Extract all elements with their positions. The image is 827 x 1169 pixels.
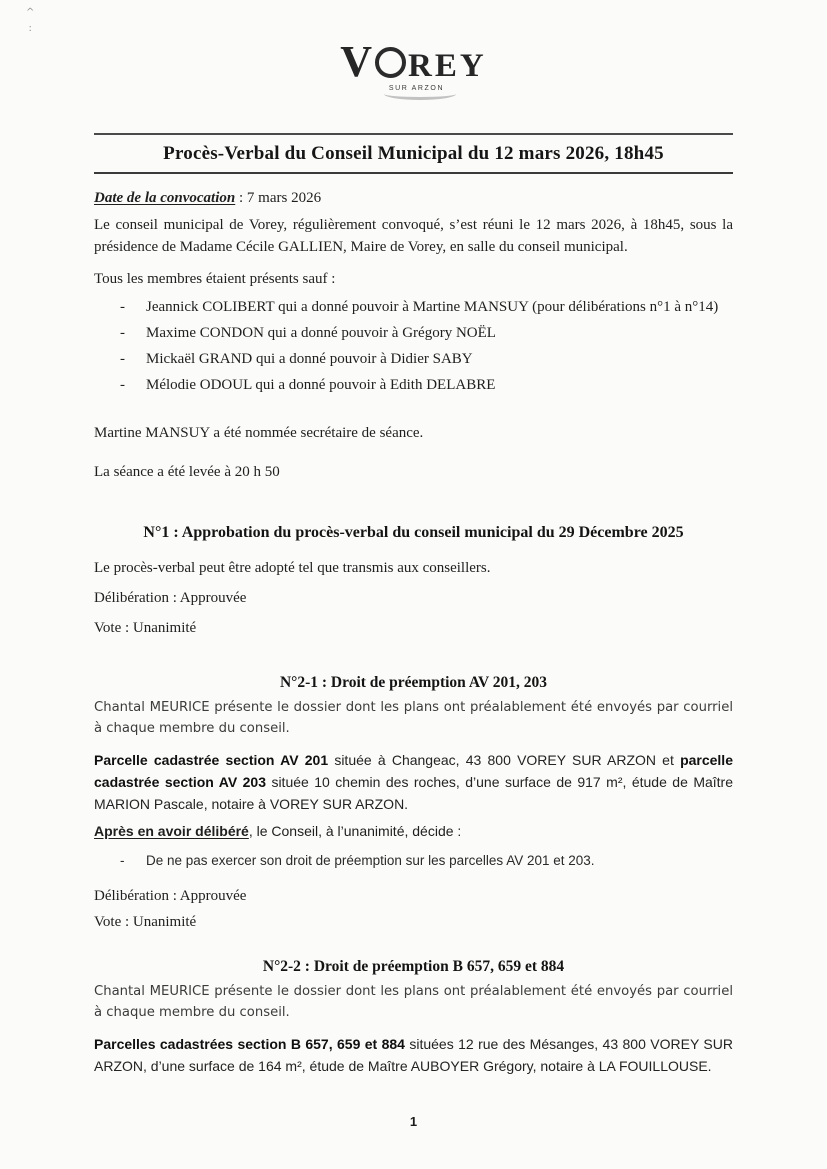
section-1-deliberation: Délibération : Approuvée [94, 590, 247, 606]
intro-paragraph: Le conseil municipal de Vorey, régulièrement convoqué, s’est réuni le 12 mars 2026, à 18h45, sous la présidence de Madame Cécile GALLIEN, Maire de Vorey, en salle du conseil municipal. [94, 217, 733, 255]
absent-member-item [120, 349, 733, 369]
document-content [0, 133, 827, 1077]
list-dash: - [120, 351, 125, 367]
logo-letters-rey: REY [408, 48, 487, 84]
parcel-ref-bold: parcelle cadastrée section AV 203 [94, 752, 733, 790]
parcel-text: situées 12 rue des Mésanges, 43 800 VOREY SUR ARZON, d’une surface de 164 m², étude de Maître AUBOYER Grégory, notaire à LA FOUILLOUSE. [94, 1036, 733, 1074]
section-2-1-heading: N°2-1 : Droit de préemption AV 201, 203 [279, 674, 548, 691]
absent-member-item [120, 323, 733, 343]
decision-text: De ne pas exercer son droit de préemption sur les parcelles AV 201 et 203. [146, 853, 595, 868]
section-2-1-presenter: Chantal MEURICE présente le dossier dont les plans ont préalablement été envoyés par courriel à chaque membre du conseil. [94, 700, 733, 736]
decision-rest: , le Conseil, à l’unanimité, décide : [248, 823, 462, 839]
section-2-2-heading: N°2-2 : Droit de préemption B 657, 659 et 884 [262, 958, 565, 975]
absent-member-text: Mélodie ODOUL qui a donné pouvoir à Edith DELABRE [146, 377, 496, 393]
absent-member-item [120, 375, 733, 395]
scan-artifact-mark-2: : [28, 23, 32, 34]
section-2-1-vote: Vote : Unanimité [94, 914, 197, 930]
absent-member-text: Mickaël GRAND qui a donné pouvoir à Didier SABY [146, 351, 473, 367]
section-2-2-parcel-paragraph [94, 1033, 733, 1077]
list-dash: - [120, 853, 125, 868]
title-block [94, 133, 733, 174]
logo-letter-o-ring [375, 47, 406, 78]
section-2-1-decision-intro [94, 822, 733, 841]
scan-artifact [26, 5, 34, 37]
secretary-line: Martine MANSUY a été nommée secrétaire de séance. [94, 425, 424, 441]
absent-members-list [94, 297, 733, 395]
section-1-heading: N°1 : Approbation du procès-verbal du conseil municipal du 29 Décembre 2025 [143, 524, 684, 541]
vorey-logo [0, 0, 827, 100]
logo-letter-v: V [340, 37, 374, 86]
convocation-line [94, 190, 733, 207]
section-1-body: Le procès-verbal peut être adopté tel que transmis aux conseillers. [94, 560, 491, 576]
page-number: 1 [409, 1114, 418, 1129]
parcel-text: située à Changeac, 43 800 VOREY SUR ARZON et [328, 752, 681, 768]
logo-subtext: SUR ARZON [388, 85, 445, 92]
scan-artifact-mark-1: ^ [26, 7, 35, 18]
absent-member-item [120, 297, 733, 317]
parcel-ref-bold: Parcelle cadastrée section AV 201 [94, 752, 329, 768]
convocation-label: Date de la convocation [94, 190, 236, 206]
decision-item [94, 851, 733, 870]
convocation-date: 7 mars 2026 [246, 190, 322, 206]
decision-lead-underlined: Après en avoir délibéré [94, 823, 249, 839]
section-2-1-deliberation: Délibération : Approuvée [94, 888, 247, 904]
section-2-2-presenter: Chantal MEURICE présente le dossier dont les plans ont préalablement été envoyés par courriel à chaque membre du conseil. [94, 984, 733, 1020]
convocation-separator: : [235, 190, 247, 206]
page-title: Procès-Verbal du Conseil Municipal du 12 mars 2026, 18h45 [163, 143, 664, 164]
logo-wordmark [0, 37, 827, 86]
logo-swoosh [384, 88, 456, 100]
absent-member-text: Jeannick COLIBERT qui a donné pouvoir à Martine MANSUY (pour délibérations n°1 à n°14) [146, 299, 719, 315]
list-dash: - [120, 377, 125, 393]
section-2-1-parcel-paragraph [94, 749, 733, 815]
absent-member-text: Maxime CONDON qui a donné pouvoir à Grégory NOËL [146, 325, 496, 341]
section-1-vote: Vote : Unanimité [94, 620, 197, 636]
list-dash: - [120, 325, 125, 341]
members-intro: Tous les membres étaient présents sauf : [94, 271, 336, 287]
list-dash: - [120, 299, 125, 315]
session-closed-line: La séance a été levée à 20 h 50 [94, 464, 280, 480]
parcel-ref-bold: Parcelles cadastrées section B 657, 659 et 884 [94, 1036, 405, 1052]
parcel-text: située 10 chemin des roches, d’une surface de 917 m², étude de Maître MARION Pascale, notaire à VOREY SUR ARZON. [94, 774, 734, 812]
